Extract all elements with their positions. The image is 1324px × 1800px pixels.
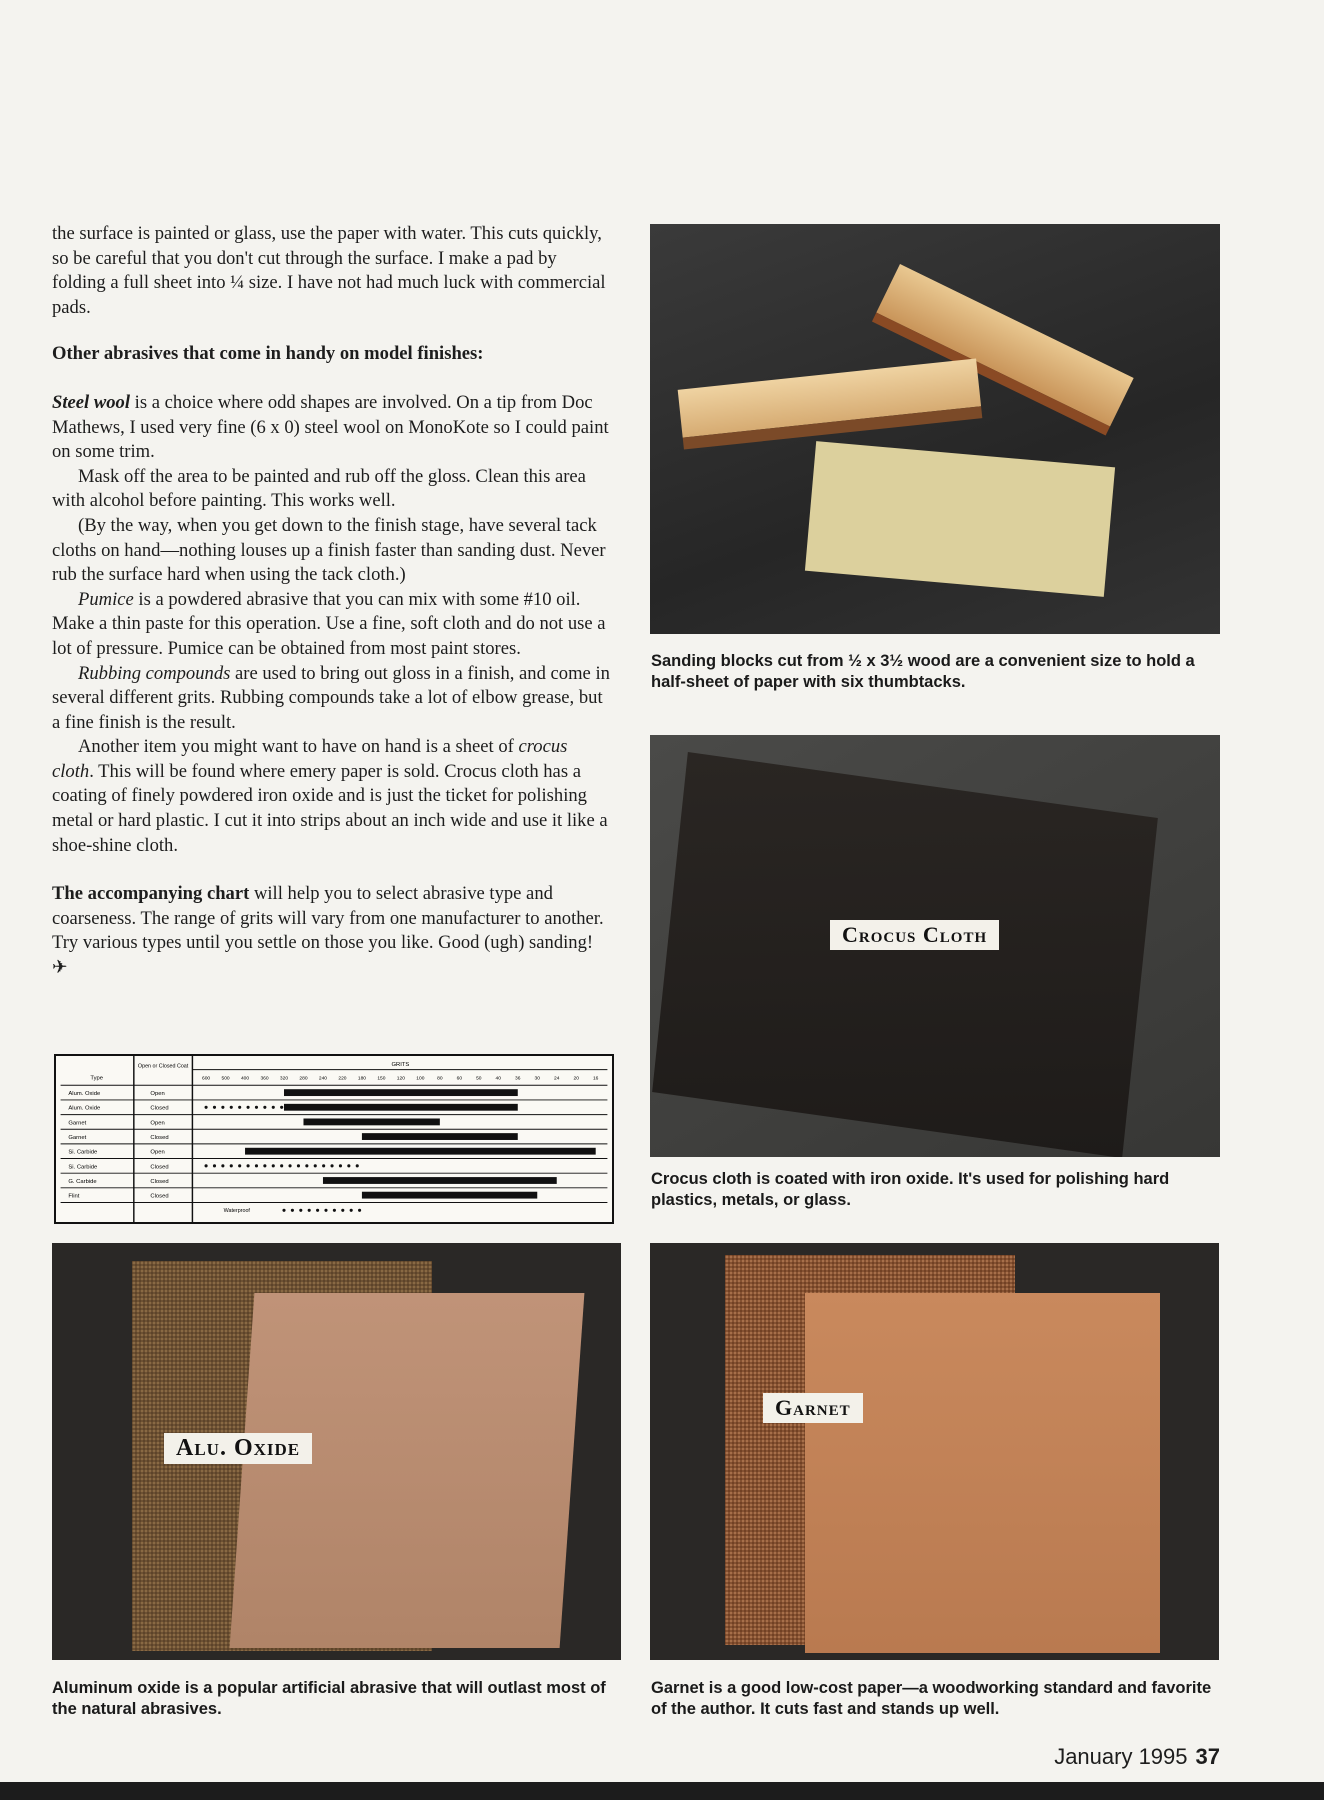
grit-tick-label: 180 [357, 1076, 366, 1082]
dot-mark [272, 1106, 275, 1109]
crocus-cloth-label: Crocus Cloth [830, 920, 999, 950]
grit-tick-label: 400 [240, 1076, 250, 1082]
dot-mark [238, 1164, 241, 1167]
grit-tick-label: 240 [318, 1076, 328, 1082]
grit-tick-label: 150 [377, 1076, 386, 1082]
grit-tick-label: 60 [456, 1076, 463, 1082]
dot-mark [238, 1106, 241, 1109]
grit-tick-label: 24 [554, 1076, 560, 1082]
garnet-label: Garnet [763, 1393, 863, 1423]
article-column [52, 222, 612, 981]
paragraph: Rubbing compounds are used to bring out gloss in a finish, and come in several different grits. Rubbing compounds take a lot of elbow grease, but a fine finish is the result. [52, 662, 610, 733]
grit-tick-label: 36 [515, 1076, 521, 1082]
grit-range-bar [284, 1104, 518, 1111]
alu-oxide-label: Alu. Oxide [164, 1433, 312, 1464]
row-type: Flint [68, 1193, 80, 1200]
section-heading: Other abrasives that come in handy on model finishes: [52, 343, 484, 365]
dot-mark [263, 1164, 266, 1167]
grits-header: GRITS [391, 1061, 410, 1068]
row-coat: Open [150, 1091, 165, 1098]
paragraph: Pumice is a powdered abrasive that you can mix with some #10 oil. Make a thin paste for this operation. Use a fine, soft cloth and do not use a lot of pressure. Pumice can be obtained from most paint stores. [52, 588, 606, 659]
dot-mark [247, 1106, 250, 1109]
paragraph: Steel wool is a choice where odd shapes are involved. On a tip from Doc Mathews, I used very fine (6 x 0) steel wool on MonoKote so I could paint on some trim. [52, 391, 609, 463]
row-type: Alum. Oxide [68, 1105, 101, 1112]
grit-tick-label: 280 [299, 1076, 308, 1082]
dot-mark [263, 1106, 266, 1109]
dot-mark [213, 1106, 216, 1109]
dot-mark [205, 1164, 208, 1167]
dot-mark [314, 1164, 317, 1167]
dot-mark [280, 1164, 283, 1167]
grit-tick-label: 80 [437, 1076, 443, 1082]
dot-mark [308, 1209, 311, 1212]
row-coat: Open [150, 1120, 165, 1127]
dot-mark [333, 1209, 336, 1212]
waterproof-label: Waterproof [223, 1208, 250, 1215]
row-coat: Open [150, 1149, 165, 1156]
photo-crocus-cloth [650, 735, 1220, 1157]
photo-garnet [650, 1243, 1219, 1660]
photo-caption: Sanding blocks cut from ½ x 3½ wood are a convenient size to hold a half-sheet of paper with six thumbtacks. [651, 652, 1195, 691]
grit-tick-label: 600 [202, 1076, 211, 1082]
dot-mark [205, 1106, 208, 1109]
dot-mark [322, 1164, 325, 1167]
grit-tick-label: 50 [476, 1076, 482, 1082]
dot-mark [272, 1164, 275, 1167]
row-coat: Closed [150, 1105, 169, 1112]
grit-tick-label: 40 [495, 1076, 502, 1082]
dot-mark [297, 1164, 300, 1167]
dot-mark [291, 1209, 294, 1212]
dot-mark [230, 1106, 233, 1109]
dot-mark [305, 1164, 308, 1167]
row-coat: Closed [150, 1164, 169, 1171]
dot-mark [299, 1209, 302, 1212]
dot-mark [316, 1209, 319, 1212]
grit-range-bar [362, 1192, 537, 1199]
type-header: Type [90, 1075, 104, 1082]
dot-mark [230, 1164, 233, 1167]
dot-mark [221, 1106, 224, 1109]
row-coat: Closed [150, 1193, 169, 1200]
grit-tick-label: 500 [221, 1076, 230, 1082]
grit-range-bar [245, 1148, 596, 1155]
dot-mark [330, 1164, 333, 1167]
grit-range-bar [323, 1177, 557, 1184]
grit-tick-label: 16 [592, 1076, 599, 1082]
paragraph: The accompanying chart will help you to select abrasive type and coarseness. The range of grits will vary from one manufacturer to another. Try various types until you settle on those you like. Good (ugh) sanding! ✈ [52, 883, 604, 979]
grit-tick-label: 30 [534, 1076, 540, 1082]
dot-mark [324, 1209, 327, 1212]
issue-date: January 1995 [1054, 1744, 1188, 1769]
coat-header: Open or Closed Coat [137, 1063, 189, 1070]
paragraph: Mask off the area to be painted and rub off the gloss. Clean this area with alcohol before painting. This works well. [52, 465, 586, 512]
page-footer [1054, 1744, 1220, 1770]
grit-tick-label: 320 [279, 1076, 289, 1082]
photo-caption: Crocus cloth is coated with iron oxide. It's used for polishing hard plastics, metals, or glass. [651, 1170, 1170, 1209]
dot-mark [213, 1164, 216, 1167]
page-number: 37 [1195, 1744, 1220, 1769]
dot-mark [356, 1164, 359, 1167]
row-type: Alum. Oxide [68, 1091, 101, 1098]
dot-mark [247, 1164, 250, 1167]
dot-mark [280, 1106, 283, 1109]
row-coat: Closed [150, 1178, 169, 1185]
row-type: Garnet [68, 1135, 87, 1141]
paragraph: (By the way, when you get down to the finish stage, have several tack cloths on hand—nothing louses up a finish faster than sanding dust. Never rub the surface hard when using the tack cloth.) [52, 514, 606, 586]
photo-sanding-blocks [650, 224, 1220, 634]
dot-mark [288, 1164, 291, 1167]
grit-range-bar [303, 1118, 439, 1125]
dot-mark [255, 1164, 258, 1167]
grit-range-bar [362, 1133, 518, 1140]
scan-edge [0, 1782, 1324, 1800]
row-coat: Closed [150, 1135, 169, 1141]
grit-tick-label: 220 [338, 1076, 347, 1082]
photo-aluminum-oxide [52, 1243, 621, 1660]
dot-mark [221, 1164, 224, 1167]
photo-caption: Garnet is a good low-cost paper—a woodworking standard and favorite of the author. It cuts fast and stands up well. [651, 1679, 1212, 1718]
paragraph: Another item you might want to have on hand is a sheet of crocus cloth. This will be found where emery paper is sold. Crocus cloth has a coating of finely powdered iron oxide and is just the ticket for polishing metal or hard plastic. I cut it into strips about an inch wide and use it like a shoe-shine cloth. [52, 736, 608, 856]
row-type: Si. Carbide [68, 1164, 98, 1171]
row-type: G. Carbide [68, 1178, 97, 1185]
dot-mark [341, 1209, 344, 1212]
row-type: Si. Carbide [68, 1149, 98, 1156]
abrasive-grit-chart [54, 1054, 614, 1224]
dot-mark [339, 1164, 342, 1167]
dot-mark [350, 1209, 353, 1212]
grit-range-bar [284, 1089, 518, 1096]
grit-tick-label: 20 [573, 1076, 579, 1082]
grit-tick-label: 120 [396, 1076, 405, 1082]
row-type: Garnet [68, 1120, 87, 1127]
grit-tick-label: 360 [260, 1076, 269, 1082]
grit-tick-label: 100 [416, 1076, 425, 1082]
dot-mark [358, 1209, 361, 1212]
dot-mark [347, 1164, 350, 1167]
photo-caption: Aluminum oxide is a popular artificial abrasive that will outlast most of the natural abrasives. [52, 1679, 606, 1718]
dot-mark [282, 1209, 285, 1212]
dot-mark [255, 1106, 258, 1109]
paragraph: the surface is painted or glass, use the paper with water. This cuts quickly, so be careful that you don't cut through the surface. I make a pad by folding a full sheet into ¼ size. I have not had much luck with commercial pads. [52, 223, 606, 318]
